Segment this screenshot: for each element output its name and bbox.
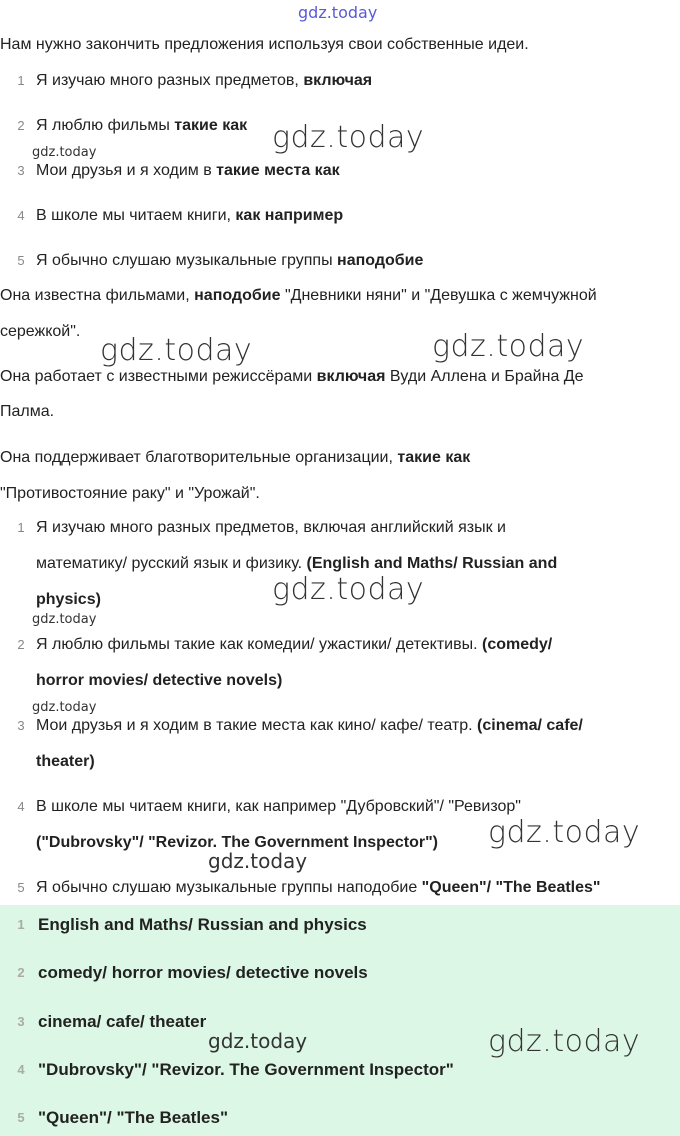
watermark: gdz.today [432, 329, 585, 364]
watermark: gdz.today [272, 120, 425, 155]
prompt-keyword: наподобие [337, 252, 424, 269]
example-text: Вуди Аллена и Брайна Де [389, 368, 584, 385]
answer-english: (English and Maths/ Russian and [306, 555, 558, 572]
answer-english: (comedy/ [482, 636, 553, 653]
watermark: gdz.today [208, 1029, 308, 1053]
prompt-keyword: такие места как [216, 162, 340, 179]
watermark: gdz.today [208, 849, 308, 873]
example-keyword: такие как [397, 449, 471, 466]
prompt-keyword: включая [303, 72, 373, 89]
answer-english: horror movies/ detective novels) [36, 672, 283, 689]
watermark: gdz.today [32, 700, 97, 715]
summary-text: "Dubrovsky"/ "Revizor. The Government Inspector" [38, 1060, 454, 1079]
intro-text: Нам нужно закончить предложения используя свои собственные идеи. [0, 36, 529, 53]
summary-number: 2 [17, 965, 25, 980]
prompt-number: 1 [17, 73, 25, 88]
answer-number: 3 [17, 718, 25, 733]
watermark: gdz.today [32, 145, 97, 160]
answer-text: Мои друзья и я ходим в такие места как кино/ кафе/ театр. [36, 717, 473, 734]
example-keyword: наподобие [194, 287, 281, 304]
example-1-line-1 [0, 285, 597, 307]
summary-text: cinema/ cafe/ theater [38, 1012, 207, 1031]
answer-english: theater) [36, 753, 95, 770]
answer-number: 1 [17, 520, 25, 535]
summary-number: 5 [17, 1110, 25, 1125]
answer-english: ("Dubrovsky"/ "Revizor. The Government Inspector") [36, 834, 438, 851]
answer-text: Я люблю фильмы такие как комедии/ ужастики/ детективы. [36, 636, 478, 653]
example-keyword: включая [316, 368, 386, 385]
example-3-line-2: "Противостояние раку" и "Урожай". [0, 485, 260, 502]
watermark-top: gdz.today [298, 3, 378, 22]
answer-text: В школе мы читаем книги, как например "Дубровский"/ "Ревизор" [36, 798, 521, 815]
answer-text: математику/ русский язык и физику. [36, 555, 303, 572]
prompt-keyword: как например [235, 207, 344, 224]
prompt-text: Я изучаю много разных предметов, [36, 72, 299, 89]
example-text: Она известна фильмами, [0, 287, 190, 304]
prompt-number: 2 [17, 118, 25, 133]
example-text: "Дневники няни" и "Девушка с жемчужной [284, 287, 597, 304]
example-2-line-1 [0, 366, 584, 388]
prompt-keyword: такие как [174, 117, 248, 134]
example-2-line-2: Палма. [0, 403, 55, 420]
prompt-text: Я обычно слушаю музыкальные группы [36, 252, 333, 269]
summary-text: "Queen"/ "The Beatles" [38, 1108, 229, 1127]
answer-number: 2 [17, 637, 25, 652]
answer-english: (cinema/ cafe/ [477, 717, 583, 734]
prompt-text: Я люблю фильмы [36, 117, 170, 134]
answer-text: Я обычно слушаю музыкальные группы наподобие [36, 879, 418, 896]
summary-number: 4 [17, 1062, 25, 1077]
summary-text: English and Maths/ Russian and physics [38, 915, 367, 934]
watermark: gdz.today [488, 815, 641, 850]
example-3-line-1 [0, 447, 470, 469]
watermark: gdz.today [272, 572, 425, 607]
answer-text: Я изучаю много разных предметов, включая английский язык и [36, 519, 506, 536]
example-1-line-2: сережкой". [0, 323, 81, 340]
summary-text: comedy/ horror movies/ detective novels [38, 963, 368, 982]
summary-number: 1 [17, 917, 25, 932]
watermark: gdz.today [32, 612, 97, 627]
answer-english: "Queen"/ "The Beatles" [421, 879, 601, 896]
example-text: Она поддерживает благотворительные организации, [0, 449, 393, 466]
answer-number: 5 [17, 880, 25, 895]
watermark: gdz.today [488, 1024, 641, 1059]
prompt-text: В школе мы читаем книги, [36, 207, 231, 224]
watermark: gdz.today [100, 333, 253, 368]
prompt-number: 3 [17, 163, 25, 178]
prompt-text: Мои друзья и я ходим в [36, 162, 212, 179]
example-text: Она работает с известными режиссёрами [0, 368, 313, 385]
answer-english: physics) [36, 591, 101, 608]
prompt-number: 4 [17, 208, 25, 223]
answer-number: 4 [17, 799, 25, 814]
summary-number: 3 [17, 1014, 25, 1029]
prompt-number: 5 [17, 253, 25, 268]
